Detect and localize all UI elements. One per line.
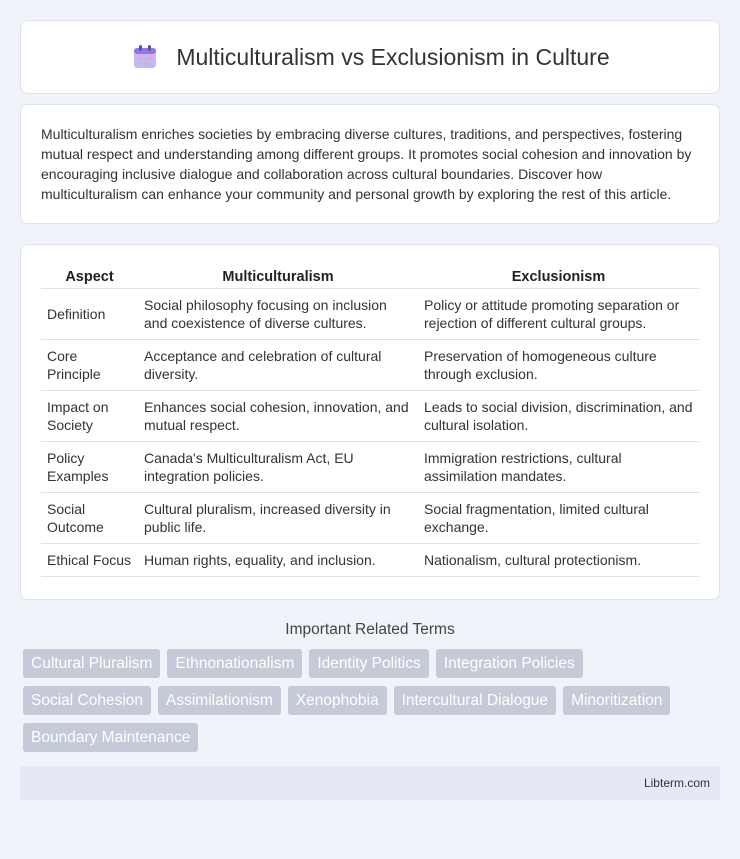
related-terms-list (20, 649, 720, 752)
table-row (41, 391, 699, 442)
related-term-tag[interactable]: Integration Policies (436, 649, 583, 678)
exclusionism-cell: Nationalism, cultural protectionism. (418, 544, 699, 577)
aspect-cell: Definition (41, 289, 138, 340)
footer (20, 766, 720, 800)
aspect-cell: Impact on Society (41, 391, 138, 442)
exclusionism-cell: Preservation of homogeneous culture through exclusion. (418, 340, 699, 391)
related-term-tag[interactable]: Identity Politics (309, 649, 428, 678)
aspect-cell: Ethical Focus (41, 544, 138, 577)
calendar-icon (130, 42, 160, 72)
header-exclusionism: Exclusionism (418, 265, 699, 289)
related-term-tag[interactable]: Assimilationism (158, 686, 281, 715)
table-header-row (41, 265, 699, 289)
exclusionism-cell: Policy or attitude promoting separation or rejection of different cultural groups. (418, 289, 699, 340)
exclusionism-cell: Immigration restrictions, cultural assimilation mandates. (418, 442, 699, 493)
table-row (41, 289, 699, 340)
header-aspect: Aspect (41, 265, 138, 289)
aspect-cell: Policy Examples (41, 442, 138, 493)
related-term-tag[interactable]: Boundary Maintenance (23, 723, 198, 752)
related-term-tag[interactable]: Intercultural Dialogue (394, 686, 556, 715)
table-row (41, 340, 699, 391)
aspect-cell: Social Outcome (41, 493, 138, 544)
table-row (41, 493, 699, 544)
intro-card (20, 104, 720, 224)
page-title: Multiculturalism vs Exclusionism in Culture (176, 43, 610, 70)
related-term-tag[interactable]: Social Cohesion (23, 686, 151, 715)
table-row (41, 442, 699, 493)
multiculturalism-cell: Cultural pluralism, increased diversity in public life. (138, 493, 418, 544)
multiculturalism-cell: Acceptance and celebration of cultural diversity. (138, 340, 418, 391)
related-terms-title: Important Related Terms (285, 621, 455, 638)
related-term-tag[interactable]: Ethnonationalism (167, 649, 302, 678)
multiculturalism-cell: Human rights, equality, and inclusion. (138, 544, 418, 577)
multiculturalism-cell: Social philosophy focusing on inclusion and coexistence of diverse cultures. (138, 289, 418, 340)
intro-text: Multiculturalism enriches societies by embracing diverse cultures, traditions, and perspectives, fostering mutual respect and understanding among different groups. It promotes social cohesion and innovation by encouraging inclusive dialogue and collaboration across cultural boundaries. Discover how multiculturalism can enhance your community and personal growth by exploring the rest of this article. (41, 126, 692, 202)
multiculturalism-cell: Enhances social cohesion, innovation, and mutual respect. (138, 391, 418, 442)
header-multiculturalism: Multiculturalism (138, 265, 418, 289)
related-term-tag[interactable]: Cultural Pluralism (23, 649, 160, 678)
comparison-card (20, 244, 720, 600)
exclusionism-cell: Social fragmentation, limited cultural exchange. (418, 493, 699, 544)
footer-site-link[interactable]: Libterm.com (643, 776, 710, 790)
exclusionism-cell: Leads to social division, discrimination, and cultural isolation. (418, 391, 699, 442)
aspect-cell: Core Principle (41, 340, 138, 391)
related-term-tag[interactable]: Minoritization (563, 686, 670, 715)
title-card (20, 20, 720, 94)
related-term-tag[interactable]: Xenophobia (288, 686, 387, 715)
multiculturalism-cell: Canada's Multiculturalism Act, EU integration policies. (138, 442, 418, 493)
table-row (41, 544, 699, 577)
comparison-table (41, 265, 699, 577)
